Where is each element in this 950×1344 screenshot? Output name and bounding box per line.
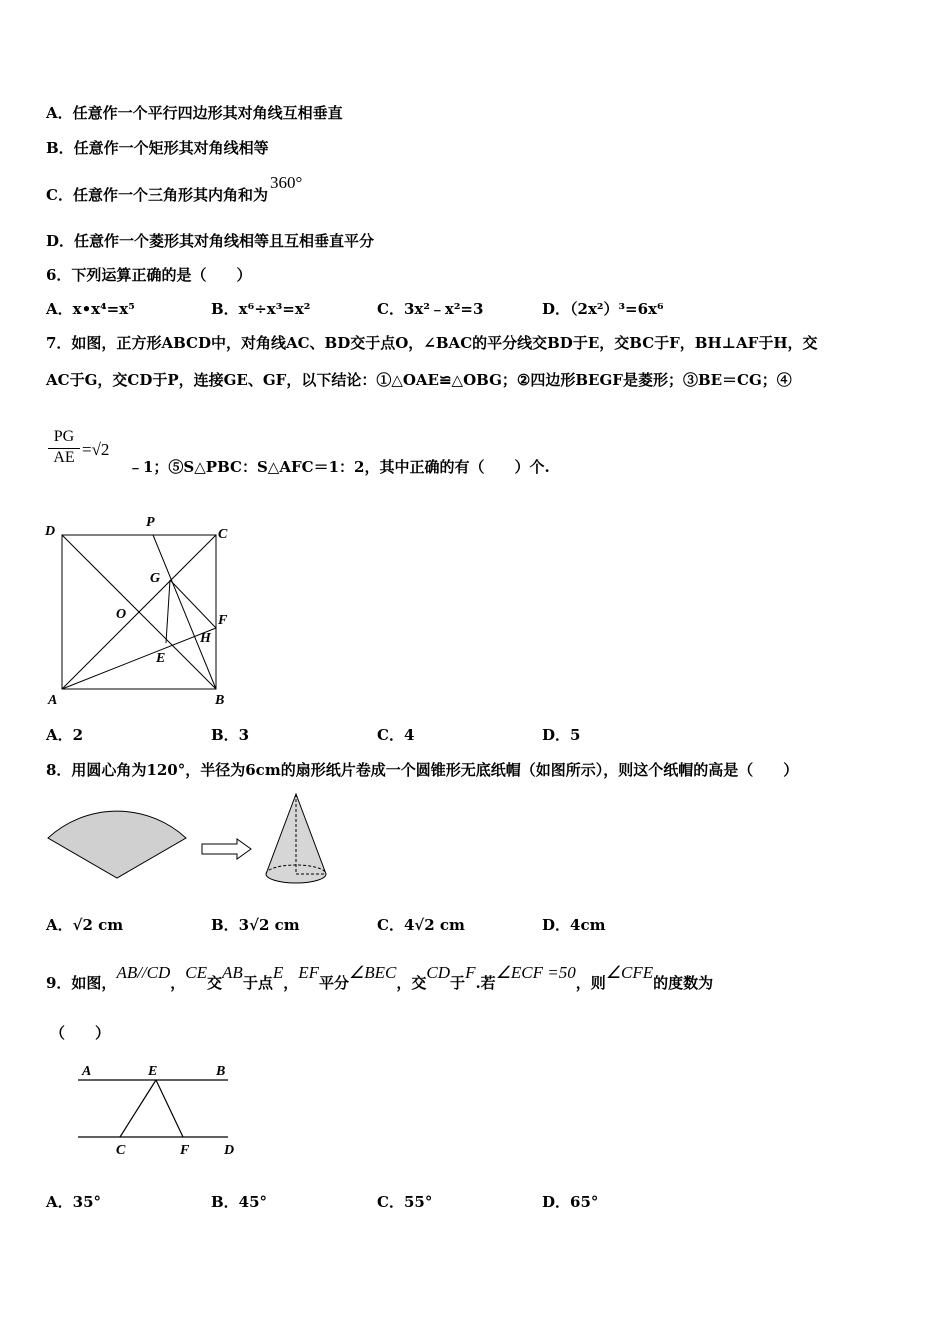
q9-option-c: C．55° [377, 1193, 433, 1211]
arrow-right-icon [202, 839, 251, 859]
q9-math-ef: EF [298, 963, 320, 982]
q9-stem-text-11: 的度数为 [653, 974, 714, 992]
q9-option-a: A．35° [46, 1193, 102, 1211]
q7-label-f: F [218, 613, 228, 628]
q7-stem-line3: ﹣1；⑤S△PBC：S△AFC＝1：2，其中正确的有（ ）个. [128, 458, 550, 476]
q9-stem [46, 962, 714, 992]
q7-option-d: D．5 [542, 726, 581, 744]
q9-stem-text-4: 于点 [242, 974, 273, 992]
q7-option-c: C．4 [377, 726, 415, 744]
q9-label-b: B [216, 1064, 226, 1079]
q9-math-angle-bec: ∠BEC [349, 963, 397, 982]
q7-fraction [48, 428, 80, 467]
q9-stem-text-3: 交 [207, 974, 223, 992]
q9-math-e: E [272, 963, 284, 982]
q5-option-d: D．任意作一个菱形其对角线相等且互相垂直平分 [46, 232, 375, 250]
q9-answer-paren: （ ） [50, 1024, 111, 1042]
q9-stem-text-7: ，交 [396, 974, 427, 992]
q9-label-c: C [116, 1143, 126, 1158]
q9-parallel-lines-figure [70, 1058, 250, 1162]
q6-option-a: A．x•x⁴=x⁵ [46, 300, 135, 318]
q7-fraction-numerator: PG [53, 428, 75, 445]
q8-sector-shape [48, 811, 186, 878]
q6-option-b: B．x⁶÷x³=x² [211, 300, 311, 318]
q7-label-h: H [200, 631, 211, 646]
q6-stem: 6．下列运算正确的是（ ） [46, 266, 252, 284]
q6-option-c: C．3x²﹣x²=3 [377, 300, 484, 318]
q8-stem: 8．用圆心角为120°，半径为6cm的扇形纸片卷成一个圆锥形无底纸帽（如图所示），则这个纸帽的高是（ ） [46, 761, 799, 779]
q9-stem-text-1: 9．如图， [46, 974, 117, 992]
q5-option-a: A．任意作一个平行四边形其对角线互相垂直 [46, 104, 343, 122]
q7-label-d: D [45, 524, 56, 539]
q7-label-b: B [215, 693, 225, 708]
q9-label-d: D [224, 1143, 235, 1158]
q7-stem-line2: AC于G，交CD于P，连接GE、GF，以下结论：①△OAE≌△OBG；②四边形BEGF是菱形；③BE＝CG；④ [46, 371, 792, 389]
q9-math-angle-cfe: ∠CFE [605, 963, 654, 982]
q7-label-p: P [146, 515, 155, 530]
q5-option-c-value: 360° [269, 173, 303, 192]
q9-stem-text-9: .若 [475, 974, 496, 992]
q9-stem-text-5: ， [283, 974, 299, 992]
q7-label-g: G [150, 571, 161, 586]
q7-fraction-equals: =√2 [82, 440, 110, 459]
q7-option-a: A．2 [46, 726, 84, 744]
q8-option-a: A．√2 cm [46, 916, 124, 934]
q9-label-e: E [148, 1064, 158, 1079]
q8-option-d: D．4cm [542, 916, 606, 934]
q9-math-ce: CE [185, 963, 208, 982]
q9-label-f: F [180, 1143, 190, 1158]
q9-math-ab: AB [222, 963, 243, 982]
q8-sector-cone-figure [44, 790, 334, 890]
q9-math-cd: CD [426, 963, 451, 982]
q7-label-a: A [48, 693, 58, 708]
q9-stem-text-2: ， [170, 974, 186, 992]
q7-label-c: C [218, 527, 228, 542]
q9-math-ab-cd: AB//CD [116, 963, 171, 982]
q7-fraction-denominator: AE [48, 448, 80, 467]
q9-stem-text-8: 于 [450, 974, 466, 992]
q9-stem-text-6: 平分 [319, 974, 350, 992]
q7-label-o: O [116, 607, 127, 622]
q9-option-b: B．45° [211, 1193, 268, 1211]
q7-stem-line1: 7．如图，正方形ABCD中，对角线AC、BD交于点O，∠BAC的平分线交BD于E，交BC于F，BH⊥AF于H，交 [46, 334, 818, 352]
q9-stem-text-10: ，则 [575, 974, 606, 992]
q7-square-figure [40, 510, 240, 710]
q9-option-d: D．65° [542, 1193, 599, 1211]
q9-label-a: A [82, 1064, 92, 1079]
q8-option-c: C．4√2 cm [377, 916, 465, 934]
q5-option-b: B．任意作一个矩形其对角线相等 [46, 139, 269, 157]
q7-label-e: E [156, 651, 166, 666]
q9-math-angle-ecf: ∠ECF =50 [495, 963, 576, 982]
q7-option-b: B．3 [211, 726, 250, 744]
q5-option-c: C．任意作一个三角形其内角和为360° [46, 173, 303, 204]
q8-option-b: B．3√2 cm [211, 916, 300, 934]
q9-math-f: F [465, 963, 476, 982]
q6-option-d: D．（2x²）³=6x⁶ [542, 300, 664, 318]
